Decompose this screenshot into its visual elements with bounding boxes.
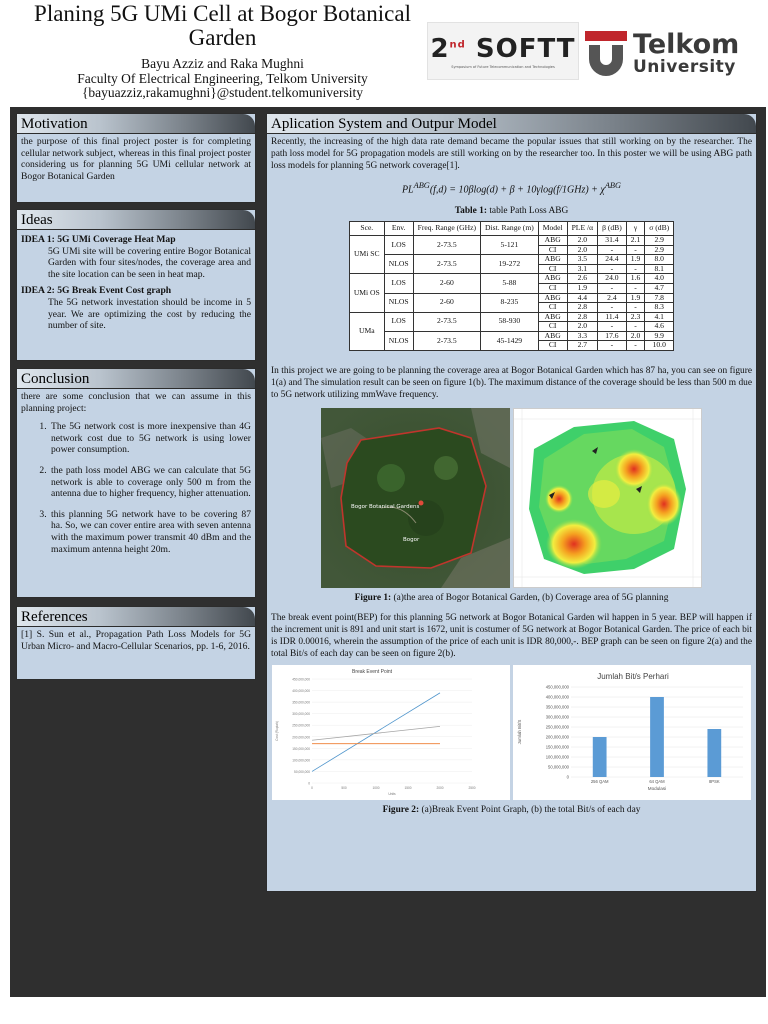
table-header-cell: γ bbox=[626, 222, 645, 236]
scenario-cell: UMa bbox=[349, 312, 384, 350]
category-label: 256 QAM bbox=[590, 778, 609, 784]
softt-tagline: Symposium of Future Telecommunication and Technologies bbox=[451, 64, 555, 69]
conclusion-item: 2. the path loss model ABG we can calculate that 5G network is able to coverage only 500 m from the antenna due to higher frequency, higher attenuation. bbox=[49, 465, 251, 500]
table-caption-text: table Path Loss ABG bbox=[489, 206, 569, 217]
y-axis-label: Cost (Rupiah) bbox=[275, 720, 279, 741]
telkom-university-logo bbox=[585, 26, 755, 82]
x-tick-label: 500 bbox=[341, 785, 347, 790]
affiliation: Faculty Of Electrical Engineering, Telkom University bbox=[77, 70, 368, 86]
break-even-chart bbox=[272, 665, 510, 800]
bits-per-day-chart bbox=[513, 665, 751, 800]
conclusion-intro: there are some conclusion that we can assume in this planning project: bbox=[21, 391, 251, 414]
table-caption-label: Table 1: bbox=[454, 206, 487, 217]
value-cell: - bbox=[626, 283, 645, 293]
references-section bbox=[16, 606, 256, 680]
table-header-cell: Sce. bbox=[349, 222, 384, 236]
value-cell: 4.1 bbox=[645, 312, 674, 322]
formula-args: (f,d) = 10βlog(d) + β + 10γlog(f/1GHz) + χ bbox=[429, 183, 605, 195]
y-tick-label: 400,000,000 bbox=[545, 694, 569, 700]
motivation-text: the purpose of this final project poster is for completing cellular network subject, whereas in this final project poster considering us for planning 5G UMi cellular network at Bogor Botanical Garden bbox=[21, 136, 251, 182]
coverage-heat-map bbox=[513, 408, 702, 588]
y-tick-label: 250,000,000 bbox=[292, 723, 310, 728]
idea-1-text: 5G UMi site will be covering entire Bogor Botanical Garden with four sites/nodes, the coverage area and the site location can be seen in heat map. bbox=[48, 245, 251, 280]
value-cell: 1.9 bbox=[626, 293, 645, 303]
freq-cell: 2-73.5 bbox=[413, 312, 480, 331]
conclusion-section bbox=[16, 368, 256, 598]
formula-lhs: PL bbox=[401, 183, 414, 195]
value-cell: 8.0 bbox=[645, 255, 674, 265]
application-section bbox=[266, 113, 757, 892]
value-cell: ABG bbox=[538, 255, 567, 265]
intro-paragraph: Recently, the increasing of the high data rate demand became the popular issues that still working on by the researcher. The path loss model for 5G propagation models are still working on by the researcher too. In this poster we will be using ABG path loss models for planning 5G network coverage[1]. bbox=[271, 137, 752, 172]
value-cell: 2.0 bbox=[567, 245, 598, 255]
figure-2-caption-text: (a)Break Event Point Graph, (b) the total Bit/s of each day bbox=[421, 804, 641, 815]
path-loss-table bbox=[349, 221, 674, 351]
conclusion-list bbox=[21, 421, 251, 555]
table-header-cell: Dist. Range (m) bbox=[481, 222, 539, 236]
figure-1-label: Figure 1: bbox=[354, 592, 392, 603]
conclusion-item: 3. this planning 5G network have to be covering 87 ha. So, we can cover entire area with seven antenna with the maximum power transmit 40 dBm and the maximum antenna height 20m. bbox=[49, 509, 251, 555]
value-cell: ABG bbox=[538, 293, 567, 303]
value-cell: ABG bbox=[538, 331, 567, 341]
idea-2-title: IDEA 2: 5G Break Event Cost graph bbox=[21, 285, 172, 297]
email: {bayuazziz,rakamughni}@student.telkomuniversity bbox=[81, 85, 364, 100]
value-cell: - bbox=[598, 322, 627, 332]
ideas-section bbox=[16, 209, 256, 361]
conclusion-item: 1. The 5G network cost is more inexpensive than 4G network cost due to 5G network is using lower power consumption. bbox=[49, 421, 251, 456]
bep-paragraph: The break event point(BEP) for this planning 5G network at Bogor Botanical Garden wil happen in 5 year. BEP will happen if the increment unit is 891 and unit start is 1672, unit is costumer of 5G network at Bogor Botanical Garden. The price of each bit is IDR 0.00016, wherein the assumption of the price of each unit is IDR 80,000,-. BEP graph can be seen on figure 2(a) and the total Bit/s of each day can be seen on figure 2(b). bbox=[271, 612, 752, 660]
bar bbox=[707, 729, 721, 777]
y-tick-label: 250,000,000 bbox=[545, 724, 569, 730]
value-cell: 9.9 bbox=[645, 331, 674, 341]
value-cell: 2.1 bbox=[626, 235, 645, 245]
env-cell: LOS bbox=[384, 274, 413, 293]
value-cell: 1.6 bbox=[626, 274, 645, 284]
freq-cell: 2-73.5 bbox=[413, 255, 480, 274]
table-header-cell: Freq. Range (GHz) bbox=[413, 222, 480, 236]
garden-map-label: Bogor Botanical Gardens bbox=[351, 503, 420, 510]
dist-cell: 5-121 bbox=[481, 235, 539, 254]
value-cell: 8.3 bbox=[645, 303, 674, 313]
freq-cell: 2-60 bbox=[413, 293, 480, 312]
value-cell: 4.7 bbox=[645, 283, 674, 293]
bogor-map-label: Bogor bbox=[403, 536, 420, 543]
value-cell: 4.6 bbox=[645, 322, 674, 332]
y-tick-label: 450,000,000 bbox=[545, 684, 569, 690]
value-cell: ABG bbox=[538, 274, 567, 284]
value-cell: 2.4 bbox=[598, 293, 627, 303]
value-cell: 2.0 bbox=[567, 322, 598, 332]
figure-2-caption bbox=[271, 804, 752, 816]
value-cell: 2.0 bbox=[567, 235, 598, 245]
figure-1-caption-text: (a)the area of Bogor Botanical Garden, (b) Coverage area of 5G planning bbox=[393, 592, 669, 603]
softt-name: SOFTT bbox=[475, 33, 576, 64]
idea-2-text: The 5G network investation should be income in 5 year. We are optimizing the cost by reducing the number of site. bbox=[48, 296, 251, 332]
y-tick-label: 350,000,000 bbox=[545, 704, 569, 710]
value-cell: ABG bbox=[538, 312, 567, 322]
ideas-heading: Ideas bbox=[17, 210, 255, 230]
value-cell: 3.5 bbox=[567, 255, 598, 265]
value-cell: 31.4 bbox=[598, 235, 627, 245]
y-tick-label: 50,000,000 bbox=[294, 769, 310, 774]
university-word: University bbox=[633, 57, 736, 77]
table-row bbox=[349, 312, 673, 322]
abg-formula bbox=[271, 180, 752, 197]
value-cell: - bbox=[598, 264, 627, 274]
y-tick-label: 400,000,000 bbox=[292, 688, 310, 693]
value-cell: 3.1 bbox=[567, 264, 598, 274]
value-cell: ABG bbox=[538, 235, 567, 245]
bar bbox=[650, 697, 664, 777]
value-cell: 2.0 bbox=[626, 331, 645, 341]
value-cell: - bbox=[626, 303, 645, 313]
x-tick-label: 2500 bbox=[468, 785, 476, 790]
value-cell: - bbox=[598, 303, 627, 313]
y-tick-label: 0 bbox=[308, 781, 310, 786]
motivation-heading: Motivation bbox=[17, 114, 255, 134]
formula-sup: ABG bbox=[413, 180, 430, 190]
chart-title: Break Event Point bbox=[351, 668, 393, 675]
figure-2-label: Figure 2: bbox=[382, 804, 420, 815]
table-row bbox=[349, 255, 673, 265]
table-header-cell: Env. bbox=[384, 222, 413, 236]
references-heading: References bbox=[17, 607, 255, 627]
bar bbox=[593, 737, 607, 777]
value-cell: 11.4 bbox=[598, 312, 627, 322]
value-cell: CI bbox=[538, 245, 567, 255]
value-cell: 2.3 bbox=[626, 312, 645, 322]
y-tick-label: 150,000,000 bbox=[545, 744, 569, 750]
y-tick-label: 100,000,000 bbox=[545, 754, 569, 760]
coverage-paragraph: In this project we are going to be planning the coverage area at Bogor Botanical Garden which has 87 ha, you can see on figure 1(a) and The simulation result can be seen on figure 1(b). The maximum distance of the coverage should be less than 500 m due to 5G network utilizing mmWave frequency. bbox=[271, 366, 752, 401]
freq-cell: 2-60 bbox=[413, 274, 480, 293]
value-cell: CI bbox=[538, 341, 567, 351]
figure-1 bbox=[271, 408, 752, 588]
table-row bbox=[349, 331, 673, 341]
y-tick-label: 0 bbox=[566, 774, 569, 780]
value-cell: - bbox=[626, 245, 645, 255]
chart-title: Jumlah Bit/s Perhari bbox=[597, 671, 669, 681]
env-cell: LOS bbox=[384, 312, 413, 331]
figure-2 bbox=[271, 665, 752, 800]
dist-cell: 58-930 bbox=[481, 312, 539, 331]
scenario-cell: UMi OS bbox=[349, 274, 384, 312]
value-cell: - bbox=[626, 341, 645, 351]
value-cell: - bbox=[598, 341, 627, 351]
freq-cell: 2-73.5 bbox=[413, 331, 480, 350]
value-cell: 3.3 bbox=[567, 331, 598, 341]
x-tick-label: 2000 bbox=[436, 785, 444, 790]
motivation-section bbox=[16, 113, 256, 203]
telkom-logo-icon bbox=[585, 29, 627, 79]
x-tick-label: 0 bbox=[311, 785, 313, 790]
value-cell: - bbox=[598, 245, 627, 255]
dist-cell: 8-235 bbox=[481, 293, 539, 312]
category-label: 64 QAM bbox=[649, 778, 665, 784]
x-axis-label: Modulasi bbox=[647, 785, 667, 791]
y-tick-label: 450,000,000 bbox=[292, 677, 310, 682]
y-tick-label: 300,000,000 bbox=[292, 711, 310, 716]
dist-cell: 45-1429 bbox=[481, 331, 539, 350]
references-text: [1] S. Sun et al., Propagation Path Loss Models for 5G Urban Micro- and Macro-Cellular Scenarios, pp. 1-6, 2016. bbox=[21, 629, 251, 652]
value-cell: 2.8 bbox=[567, 303, 598, 313]
y-axis-label: Jumlah Bit/S bbox=[517, 719, 522, 745]
value-cell: 10.0 bbox=[645, 341, 674, 351]
value-cell: CI bbox=[538, 303, 567, 313]
value-cell: 4.0 bbox=[645, 274, 674, 284]
value-cell: 24.4 bbox=[598, 255, 627, 265]
value-cell: - bbox=[626, 264, 645, 274]
formula-sup2: ABG bbox=[604, 180, 622, 190]
table-row bbox=[349, 293, 673, 303]
table-header-cell: Model bbox=[538, 222, 567, 236]
value-cell: CI bbox=[538, 322, 567, 332]
value-cell: 4.4 bbox=[567, 293, 598, 303]
table-caption bbox=[271, 205, 752, 217]
env-cell: NLOS bbox=[384, 293, 413, 312]
figure-1-caption bbox=[271, 592, 752, 604]
value-cell: 17.6 bbox=[598, 331, 627, 341]
value-cell: 1.9 bbox=[626, 255, 645, 265]
y-tick-label: 300,000,000 bbox=[545, 714, 569, 720]
y-tick-label: 200,000,000 bbox=[545, 734, 569, 740]
scenario-cell: UMi SC bbox=[349, 235, 384, 273]
application-heading: Aplication System and Outpur Model bbox=[267, 114, 756, 134]
conclusion-heading: Conclusion bbox=[17, 369, 255, 389]
value-cell: 2.8 bbox=[567, 312, 598, 322]
idea-1-title: IDEA 1: 5G UMi Coverage Heat Map bbox=[21, 234, 176, 245]
softt-prefix: 2 bbox=[430, 33, 450, 64]
table-row bbox=[349, 274, 673, 284]
table-header-cell: PLE /α bbox=[567, 222, 598, 236]
env-cell: LOS bbox=[384, 235, 413, 254]
y-tick-label: 50,000,000 bbox=[548, 764, 569, 770]
authors: Bayu Azziz and Raka Mughni bbox=[141, 56, 304, 71]
env-cell: NLOS bbox=[384, 331, 413, 350]
table-header-cell: σ (dB) bbox=[645, 222, 674, 236]
dist-cell: 5-88 bbox=[481, 274, 539, 293]
value-cell: - bbox=[598, 283, 627, 293]
value-cell: 2.6 bbox=[567, 274, 598, 284]
category-label: 8PSK bbox=[708, 778, 720, 784]
value-cell: 2.9 bbox=[645, 235, 674, 245]
y-tick-label: 350,000,000 bbox=[292, 700, 310, 705]
garden-satellite-map bbox=[321, 408, 510, 588]
value-cell: CI bbox=[538, 264, 567, 274]
value-cell: - bbox=[626, 322, 645, 332]
value-cell: 2.7 bbox=[567, 341, 598, 351]
telkom-word: Telkom bbox=[633, 29, 740, 60]
softt-prefix-sup: nd bbox=[449, 38, 466, 50]
value-cell: 2.9 bbox=[645, 245, 674, 255]
y-tick-label: 200,000,000 bbox=[292, 734, 310, 739]
value-cell: 7.8 bbox=[645, 293, 674, 303]
table-row bbox=[349, 235, 673, 245]
value-cell: 24.0 bbox=[598, 274, 627, 284]
table-header-cell: β (dB) bbox=[598, 222, 627, 236]
author-block bbox=[30, 57, 415, 101]
value-cell: CI bbox=[538, 283, 567, 293]
y-tick-label: 150,000,000 bbox=[292, 746, 310, 751]
value-cell: 1.9 bbox=[567, 283, 598, 293]
env-cell: NLOS bbox=[384, 255, 413, 274]
poster-title: Planing 5G UMi Cell at Bogor Botanical Garden bbox=[34, 1, 411, 50]
x-tick-label: 1000 bbox=[372, 785, 380, 790]
value-cell: 8.1 bbox=[645, 264, 674, 274]
dist-cell: 19-272 bbox=[481, 255, 539, 274]
freq-cell: 2-73.5 bbox=[413, 235, 480, 254]
softt-logo bbox=[427, 22, 579, 80]
x-tick-label: 1500 bbox=[404, 785, 412, 790]
x-axis-label: Units bbox=[388, 791, 396, 796]
chart-background bbox=[272, 665, 510, 800]
y-tick-label: 100,000,000 bbox=[292, 758, 310, 763]
